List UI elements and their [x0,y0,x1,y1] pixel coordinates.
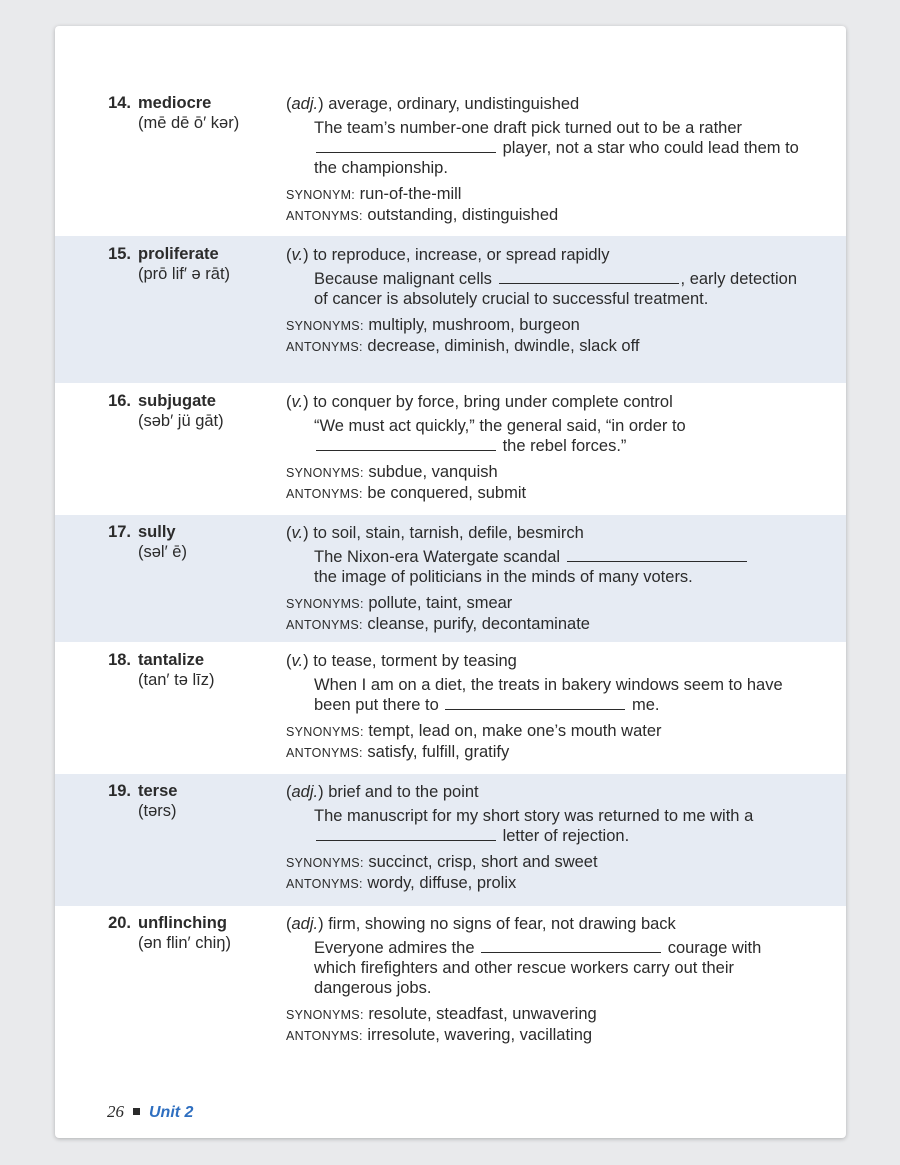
entry-number: 14. [108,94,131,112]
example-before: The manuscript for my short story was returned to me with a [314,807,754,825]
entry-number: 20. [108,914,131,932]
synonyms-label: SYNONYMS: [286,856,364,870]
antonyms-text: outstanding, distinguished [367,206,559,224]
page-footer [107,1102,193,1122]
entry-word: unflinching [138,914,227,932]
part-of-speech: adj. [291,783,319,801]
antonyms-label: ANTONYMS: [286,209,363,223]
synonyms-line [286,462,806,483]
entry-word: terse [138,782,178,800]
definition-block [286,392,806,504]
antonyms-label: ANTONYMS: [286,877,363,891]
antonyms-line [286,483,806,504]
antonyms-text: irresolute, wavering, vacillating [367,1026,593,1044]
example-after: the rebel forces.” [502,437,627,455]
antonyms-line [286,205,806,226]
entry-pronunciation: (prō lif′ ə rāt) [138,265,231,283]
answer-blank[interactable] [316,138,496,153]
synonyms-text: run-of-the-mill [359,185,462,203]
textbook-page [55,26,846,1138]
definition: (v.) to conquer by force, bring under complete control [286,393,673,411]
antonyms-text: be conquered, submit [367,484,527,502]
example-sentence [314,269,806,309]
entry-pronunciation: (tan′ tə līz) [138,671,215,689]
answer-blank[interactable] [445,695,625,710]
example-after: the image of politicians in the minds of many voters. [314,568,693,586]
definition: (v.) to tease, torment by teasing [286,652,517,670]
part-of-speech: v. [291,652,304,670]
example-sentence [314,118,806,178]
synonyms-text: resolute, steadfast, unwavering [368,1005,597,1023]
synonyms-text: multiply, mushroom, burgeon [368,316,580,334]
definition-block [286,245,806,357]
example-after: me. [631,696,660,714]
synonyms-text: succinct, crisp, short and sweet [368,853,598,871]
definition-text: to tease, torment by teasing [313,652,517,670]
answer-blank[interactable] [316,436,496,451]
entry-number: 17. [108,523,131,541]
example-after: courage with which firefighters and other rescue workers carry out their dangerous jobs. [314,939,762,997]
entry-number: 15. [108,245,131,263]
square-bullet-icon [133,1108,140,1115]
vocab-entry-terse [55,774,846,906]
antonyms-text: decrease, diminish, dwindle, slack off [367,337,640,355]
definition-block [286,523,806,635]
entry-pronunciation: (mē dē ō′ kər) [138,114,240,132]
page-number: 26 [107,1102,124,1121]
example-after: , early detection of cancer is absolutely crucial to successful treatment. [314,270,798,308]
definition-text: to reproduce, increase, or spread rapidly [313,246,610,264]
definition-text: firm, showing no signs of fear, not drawing back [328,915,676,933]
antonyms-label: ANTONYMS: [286,746,363,760]
synonyms-line [286,593,806,614]
definition: (v.) to soil, stain, tarnish, defile, besmirch [286,524,584,542]
antonyms-text: wordy, diffuse, prolix [367,874,517,892]
definition-text: to soil, stain, tarnish, defile, besmirch [313,524,584,542]
vocab-entry-subjugate [55,383,846,515]
part-of-speech: v. [291,246,304,264]
definition-block [286,782,806,894]
synonyms-line [286,852,806,873]
part-of-speech: adj. [291,915,319,933]
antonyms-line [286,614,806,635]
synonyms-line [286,184,806,205]
synonyms-label: SYNONYM: [286,188,356,202]
entry-pronunciation: (tərs) [138,802,177,820]
definition-block [286,914,806,1046]
antonyms-line [286,336,806,357]
synonyms-label: SYNONYMS: [286,1008,364,1022]
example-sentence [314,547,806,587]
antonyms-label: ANTONYMS: [286,1029,363,1043]
example-before: Because malignant cells [314,270,492,288]
example-before: The Nixon-era Watergate scandal [314,548,561,566]
synonyms-text: subdue, vanquish [368,463,498,481]
definition-text: to conquer by force, bring under complete control [313,393,673,411]
answer-blank[interactable] [316,826,496,841]
synonyms-label: SYNONYMS: [286,466,364,480]
definition-block [286,94,806,226]
synonyms-text: tempt, lead on, make one’s mouth water [368,722,662,740]
synonyms-label: SYNONYMS: [286,597,364,611]
example-before: Everyone admires the [314,939,475,957]
antonyms-line [286,1025,806,1046]
part-of-speech: adj. [291,95,319,113]
example-before: The team’s number-one draft pick turned out to be a rather [314,119,743,137]
part-of-speech: v. [291,393,304,411]
synonyms-line [286,1004,806,1025]
example-after: player, not a star who could lead them to the championship. [314,139,799,177]
definition-text: brief and to the point [328,783,479,801]
definition-block [286,651,806,763]
example-sentence [314,806,806,846]
antonyms-text: satisfy, fulfill, gratify [367,743,510,761]
antonyms-label: ANTONYMS: [286,487,363,501]
definition-text: average, ordinary, undistinguished [328,95,580,113]
vocab-entry-sully [55,515,846,642]
example-after: letter of rejection. [502,827,630,845]
vocab-entry-mediocre [55,26,846,236]
synonyms-label: SYNONYMS: [286,319,364,333]
synonyms-text: pollute, taint, smear [368,594,513,612]
answer-blank[interactable] [481,938,661,953]
antonyms-text: cleanse, purify, decontaminate [367,615,590,633]
entry-word: proliferate [138,245,219,263]
entry-pronunciation: (səb′ jü gāt) [138,412,224,430]
example-before: When I am on a diet, the treats in bakery windows seem to have been put there to [314,676,783,714]
vocab-entry-proliferate [55,236,846,383]
answer-blank[interactable] [499,269,679,284]
definition: (adj.) brief and to the point [286,783,479,801]
example-sentence [314,938,806,998]
entry-word: sully [138,523,176,541]
antonyms-label: ANTONYMS: [286,340,363,354]
vocab-entry-unflinching [55,906,846,1056]
antonyms-line [286,742,806,763]
antonyms-label: ANTONYMS: [286,618,363,632]
answer-blank[interactable] [567,547,747,562]
antonyms-line [286,873,806,894]
definition: (v.) to reproduce, increase, or spread rapidly [286,246,610,264]
example-sentence [314,675,806,715]
part-of-speech: v. [291,524,304,542]
synonyms-line [286,315,806,336]
entry-word: subjugate [138,392,216,410]
definition: (adj.) average, ordinary, undistinguished [286,95,580,113]
example-sentence [314,416,806,456]
definition: (adj.) firm, showing no signs of fear, not drawing back [286,915,676,933]
synonyms-line [286,721,806,742]
entry-pronunciation: (ən flin′ chiŋ) [138,934,231,952]
example-before: “We must act quickly,” the general said, “in order to [314,417,686,435]
synonyms-label: SYNONYMS: [286,725,364,739]
entry-number: 19. [108,782,131,800]
entry-pronunciation: (səl′ ē) [138,543,187,561]
entry-number: 18. [108,651,131,669]
unit-label: Unit 2 [149,1104,194,1121]
vocab-entry-tantalize [55,642,846,774]
entry-word: tantalize [138,651,205,669]
entry-number: 16. [108,392,131,410]
entry-word: mediocre [138,94,212,112]
